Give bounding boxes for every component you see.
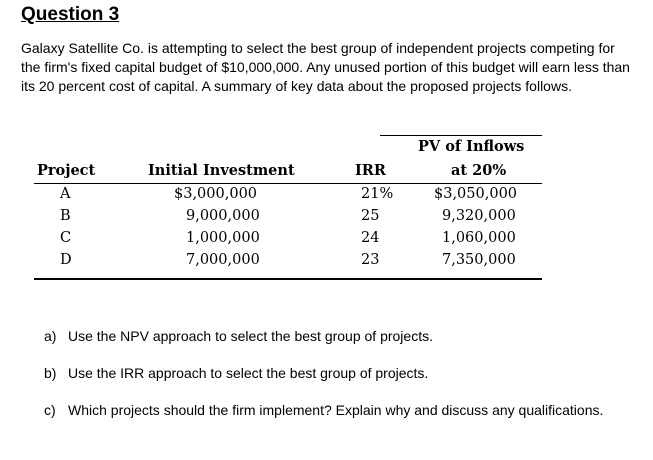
row-c-project: C: [60, 230, 72, 246]
row-a-investment: $3,000,000: [174, 186, 258, 202]
header-pv-rate: at 20%: [451, 162, 507, 179]
question-item: [44, 327, 624, 346]
question-text: Which projects should the firm implement? Explain why and discuss any qualifications.: [68, 402, 604, 418]
row-c-irr: 24: [361, 230, 380, 246]
pv-header-rule: [380, 135, 542, 136]
question-heading: Question 3: [21, 4, 120, 25]
problem-statement: Galaxy Satellite Co. is attempting to select the best group of independent projects competing for the firm's fixed capital budget of $10,000,000. Any unused portion of this budget will earn less than its 20 percent cost of capital. A summary of key data about the proposed projects follows.: [21, 40, 630, 94]
row-d-pv: 7,350,000: [442, 252, 516, 268]
table-bottom-rule: [34, 278, 542, 280]
question-text: Use the NPV approach to select the best group of projects.: [68, 328, 433, 344]
question-list: [44, 327, 624, 438]
header-pv-inflows: PV of Inflows: [418, 138, 525, 155]
row-d-investment: 7,000,000: [186, 252, 260, 268]
row-b-investment: 9,000,000: [186, 208, 260, 224]
row-b-irr: 25: [361, 208, 380, 224]
question-marker: a): [44, 328, 57, 344]
row-d-irr: 23: [361, 252, 380, 268]
header-initial-investment: Initial Investment: [148, 162, 295, 179]
question-text: Use the IRR approach to select the best group of projects.: [68, 365, 429, 381]
row-a-irr: 21%: [361, 186, 394, 202]
row-a-project: A: [60, 186, 71, 202]
question-item: [44, 401, 624, 420]
row-b-project: B: [60, 208, 71, 224]
question-item: [44, 364, 624, 383]
question-marker: c): [44, 402, 56, 418]
row-b-pv: 9,320,000: [442, 208, 516, 224]
header-project: Project: [37, 162, 96, 179]
question-marker: b): [44, 365, 57, 381]
row-c-investment: 1,000,000: [186, 230, 260, 246]
row-c-pv: 1,060,000: [442, 230, 516, 246]
header-bottom-rule: [34, 183, 542, 184]
header-irr: IRR: [355, 162, 386, 179]
row-d-project: D: [60, 252, 72, 268]
row-a-pv: $3,050,000: [434, 186, 518, 202]
